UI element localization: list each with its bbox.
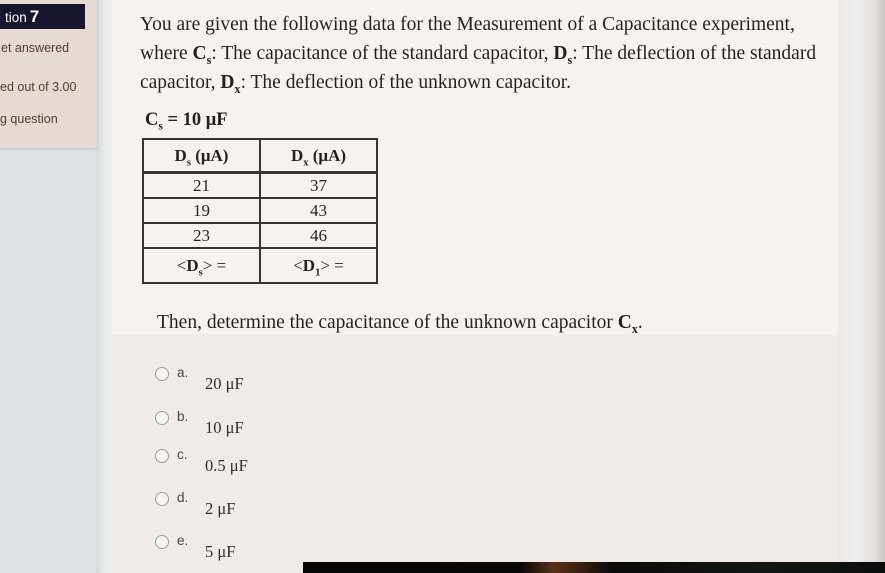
cell-ds-2: 19 — [143, 198, 260, 223]
table-mean-row — [143, 248, 377, 283]
option-a-letter: a. — [177, 365, 189, 380]
question-prompt: Then, determine the capacitance of the unknown capacitor $C_x$. — [157, 312, 643, 336]
question-number-banner — [0, 4, 85, 29]
option-d-radio[interactable] — [155, 492, 169, 506]
column-header-dx: $D_x$ (μA) — [260, 139, 377, 173]
question-text: You are given the following data for the Measurement of a Capacitance experiment, where $C_s$: The capacitance of the standard capacitor, $D_s$: The deflection of the standard capacitor, $D_x$: The deflection of the unknown capacitor. — [140, 14, 817, 96]
question-number-prefix: tion — [5, 10, 27, 25]
measurement-data-table — [142, 138, 378, 284]
option-e-radio[interactable] — [155, 535, 169, 549]
cell-dx-2: 43 — [260, 198, 377, 223]
answer-option-b[interactable] — [155, 411, 575, 443]
option-b-value[interactable]: 10 μF — [205, 418, 244, 437]
answer-option-c[interactable] — [155, 449, 575, 481]
option-d-letter: d. — [177, 490, 189, 505]
option-c-letter: c. — [177, 447, 188, 462]
question-status-text: et answered — [1, 41, 70, 55]
answer-option-a[interactable] — [155, 367, 575, 399]
option-c-radio[interactable] — [155, 449, 169, 463]
panel-edge — [96, 0, 113, 573]
question-marks-text: ed out of 3.00 — [0, 80, 77, 94]
answer-option-d[interactable] — [155, 492, 575, 524]
option-a-value[interactable]: 20 μF — [205, 374, 244, 393]
question-info-box — [0, 0, 97, 148]
question-number: 7 — [29, 7, 40, 26]
flag-question-link[interactable]: g question — [0, 112, 58, 126]
option-e-letter: e. — [177, 533, 189, 548]
cell-mean-dx: $<D_1>$ = — [260, 248, 377, 283]
table-row — [143, 223, 377, 248]
given-capacitance-value: $C_s = 10$ μF — [145, 110, 228, 133]
cell-mean-ds: $<D_s>$ = — [143, 248, 260, 283]
option-b-radio[interactable] — [155, 411, 169, 425]
table-row — [143, 198, 377, 223]
option-a-radio[interactable] — [155, 367, 169, 381]
page-background-right — [838, 0, 885, 573]
cell-dx-3: 46 — [260, 223, 377, 248]
screen-bezel-bar — [303, 562, 885, 573]
option-c-value[interactable]: 0.5 μF — [205, 456, 248, 475]
table-header-row — [143, 139, 377, 173]
table-row — [143, 173, 377, 199]
column-header-ds: $D_s$ (μA) — [143, 139, 260, 173]
option-b-letter: b. — [177, 409, 189, 424]
option-e-value[interactable]: 5 μF — [205, 542, 236, 561]
option-d-value[interactable]: 2 μF — [205, 499, 236, 518]
cell-dx-1: 37 — [260, 173, 377, 199]
cell-ds-3: 23 — [143, 223, 260, 248]
cell-ds-1: 21 — [143, 173, 260, 199]
